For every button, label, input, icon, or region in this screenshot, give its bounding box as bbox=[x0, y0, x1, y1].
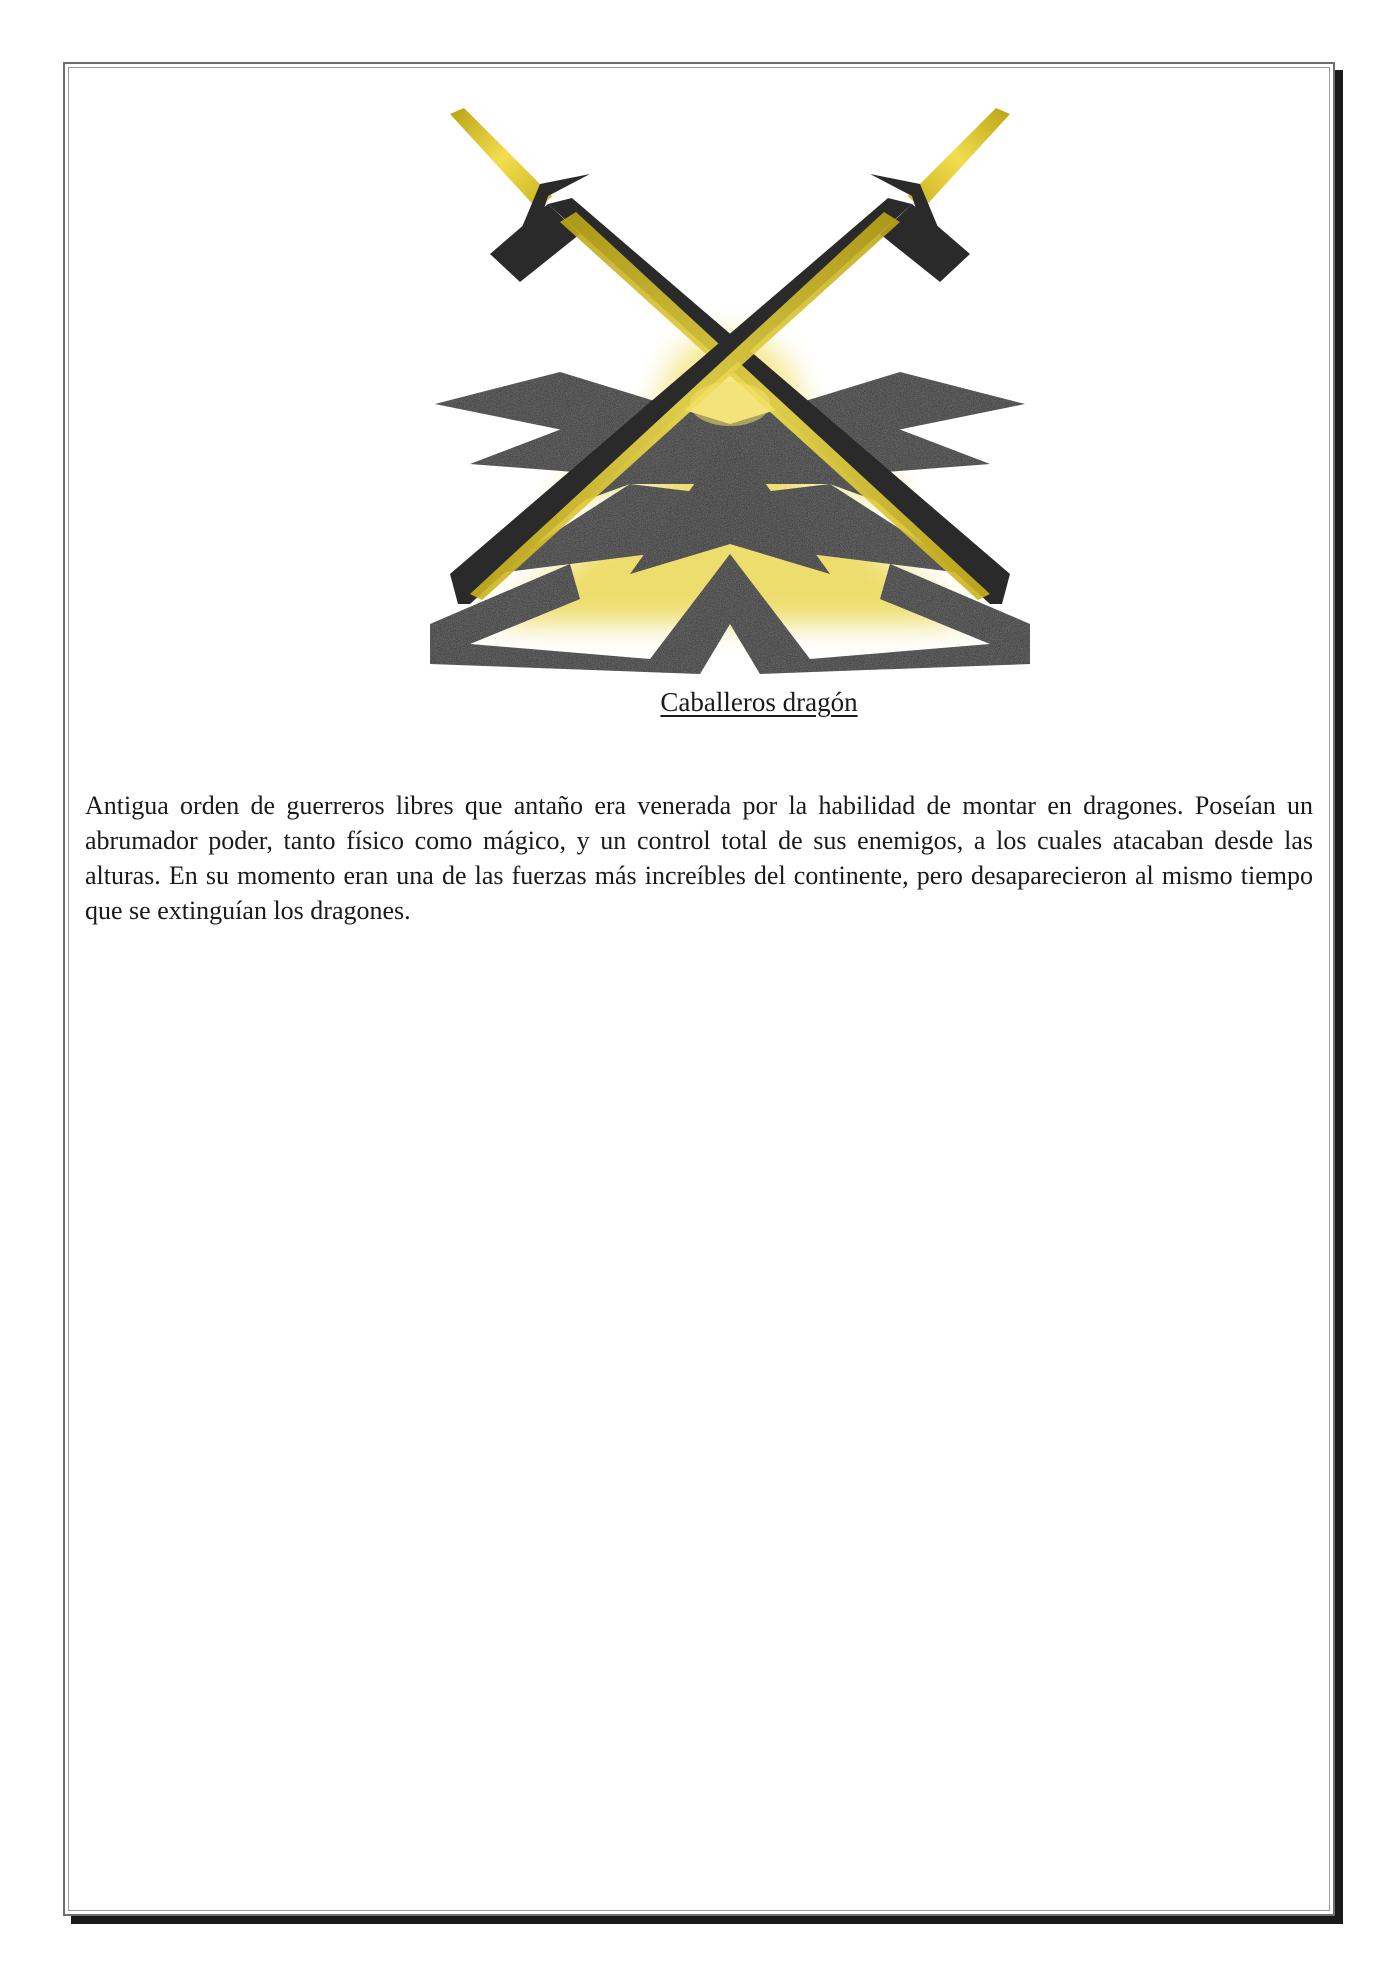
body-paragraph: Antigua orden de guerreros libres que antaño era venerada por la habilidad de montar en dragones. Poseían un abrumador poder, tanto físico como mágico, y un control total de sus enemigos, a los cuales atacaban desde las alturas. En su momento eran una de las fuerzas más increíbles del continente, pero desaparecieron al mismo tiempo que se extinguían los dragones. bbox=[85, 791, 1313, 925]
figure-caption: Caballeros dragón bbox=[660, 687, 858, 717]
crossed-swords-emblem-icon bbox=[430, 104, 1030, 674]
blade-crossing bbox=[690, 382, 770, 426]
page-frame bbox=[63, 62, 1335, 1916]
